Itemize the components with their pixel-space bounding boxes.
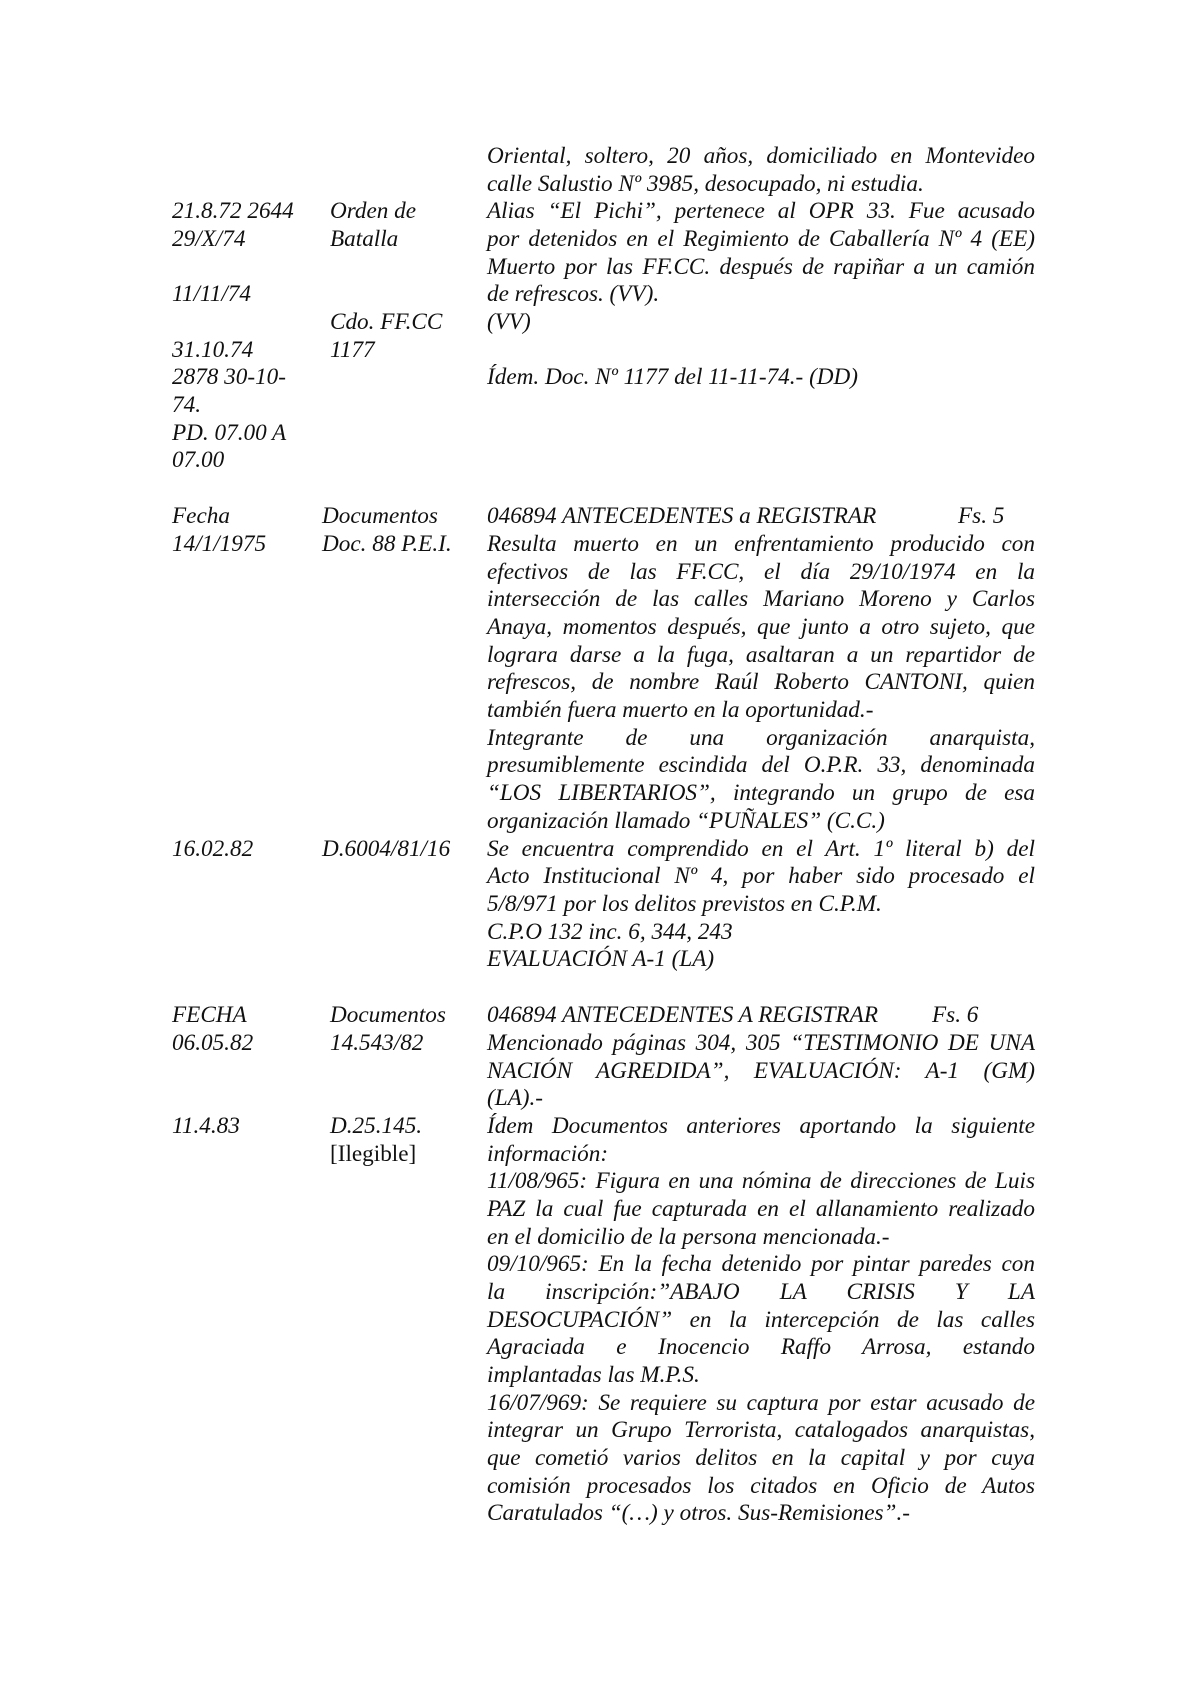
column-header-documents: Documentos bbox=[330, 1002, 446, 1028]
text-line: 5/8/971 por los delitos previstos en C.P.M. bbox=[487, 891, 882, 917]
column-header-date: FECHA bbox=[172, 1002, 247, 1028]
text-line: en el domicilio de la persona mencionada.- bbox=[487, 1224, 890, 1250]
text-line: EVALUACIÓN A-1 (LA) bbox=[487, 946, 715, 972]
date-entry: 06.05.82 bbox=[172, 1030, 254, 1056]
document-ref: Batalla bbox=[330, 226, 399, 252]
text-line: efectivos de las FF.CC, el día 29/10/1974 en la bbox=[487, 559, 1035, 585]
text-line: intersección de las calles Mariano Moreno y Carlos bbox=[487, 586, 1035, 612]
text-line: información: bbox=[487, 1141, 609, 1167]
text-line: Oriental, soltero, 20 años, domiciliado en Montevideo bbox=[487, 143, 1035, 169]
date-entry: 2878 30-10- bbox=[172, 364, 286, 390]
document-ref: D.25.145. bbox=[330, 1113, 423, 1139]
text-line: (LA).- bbox=[487, 1085, 544, 1111]
text-line: de refrescos. (VV). bbox=[487, 281, 660, 307]
text-line: refrescos, de nombre Raúl Roberto CANTONI, quien bbox=[487, 669, 1035, 695]
date-entry: PD. 07.00 A bbox=[172, 420, 287, 446]
text-line: PAZ la cual fue capturada en el allanamiento realizado bbox=[487, 1196, 1035, 1222]
document-ref: D.6004/81/16 bbox=[322, 836, 451, 862]
text-line: C.P.O 132 inc. 6, 344, 243 bbox=[487, 919, 733, 945]
text-line: “LOS LIBERTARIOS”, integrando un grupo de esa bbox=[487, 780, 1035, 806]
date-entry: 16.02.82 bbox=[172, 836, 254, 862]
document-ref: Cdo. FF.CC bbox=[330, 309, 443, 335]
section-heading: 046894 ANTECEDENTES A REGISTRAR bbox=[487, 1002, 878, 1028]
text-line: Mencionado páginas 304, 305 “TESTIMONIO DE UNA bbox=[487, 1030, 1035, 1056]
text-line: Se encuentra comprendido en el Art. 1º literal b) del bbox=[487, 836, 1035, 862]
date-entry: 29/X/74 bbox=[172, 226, 246, 252]
text-line: 09/10/965: En la fecha detenido por pintar paredes con bbox=[487, 1251, 1035, 1277]
text-line: Integrante de una organización anarquista, bbox=[487, 725, 1035, 751]
text-line: Anaya, momentos después, que junto a otro sujeto, que bbox=[487, 614, 1035, 640]
text-line: calle Salustio Nº 3985, desocupado, ni estudia. bbox=[487, 171, 924, 197]
illegible-note: [Ilegible] bbox=[330, 1141, 417, 1167]
date-entry: 07.00 bbox=[172, 447, 225, 473]
text-line: NACIÓN AGREDIDA”, EVALUACIÓN: A-1 (GM) bbox=[487, 1058, 1035, 1084]
document-ref: 1177 bbox=[330, 337, 375, 363]
text-line: Agraciada e Inocencio Raffo Arrosa, estando bbox=[487, 1334, 1035, 1360]
date-entry: 21.8.72 2644 bbox=[172, 198, 294, 224]
text-line: 16/07/969: Se requiere su captura por estar acusado de bbox=[487, 1390, 1035, 1416]
date-entry: 14/1/1975 bbox=[172, 531, 267, 557]
section-heading: 046894 ANTECEDENTES a REGISTRAR bbox=[487, 503, 877, 529]
text-line: presumiblemente escindida del O.P.R. 33, denominada bbox=[487, 752, 1035, 778]
date-entry: 74. bbox=[172, 392, 201, 418]
text-line: DESOCUPACIÓN” en la intercepción de las calles bbox=[487, 1307, 1035, 1333]
text-line: comisión procesados los citados en Oficio de Autos bbox=[487, 1473, 1035, 1499]
text-line: Caratulados “(…) y otros. Sus-Remisiones”.- bbox=[487, 1500, 910, 1526]
text-line: Ídem Documentos anteriores aportando la siguiente bbox=[487, 1113, 1035, 1139]
text-line: integrar un Grupo Terrorista, catalogados anarquistas, bbox=[487, 1417, 1035, 1443]
document-ref: Orden de bbox=[330, 198, 417, 224]
column-header-documents: Documentos bbox=[322, 503, 438, 529]
text-line: Resulta muerto en un enfrentamiento producido con bbox=[487, 531, 1035, 557]
text-line: por detenidos en el Regimiento de Caballería Nº 4 (EE) bbox=[487, 226, 1035, 252]
text-line: la inscripción:”ABAJO LA CRISIS Y LA bbox=[487, 1279, 1035, 1305]
text-line: también fuera muerto en la oportunidad.- bbox=[487, 697, 874, 723]
text-line: lograra darse a la fuga, asaltaran a un repartidor de bbox=[487, 642, 1035, 668]
folio-number: Fs. 6 bbox=[932, 1002, 979, 1028]
date-entry: 31.10.74 bbox=[172, 337, 254, 363]
folio-number: Fs. 5 bbox=[958, 503, 1005, 529]
text-line: implantadas las M.P.S. bbox=[487, 1362, 700, 1388]
text-line: 11/08/965: Figura en una nómina de direcciones de Luis bbox=[487, 1168, 1035, 1194]
date-entry: 11/11/74 bbox=[172, 281, 252, 307]
date-entry: 11.4.83 bbox=[172, 1113, 240, 1139]
text-line: Ídem. Doc. Nº 1177 del 11-11-74.- (DD) bbox=[487, 364, 859, 390]
column-header-date: Fecha bbox=[172, 503, 230, 529]
text-line: que cometió varios delitos en la capital y por cuya bbox=[487, 1445, 1035, 1471]
text-line: (VV) bbox=[487, 309, 531, 335]
text-line: Muerto por las FF.CC. después de rapiñar a un camión bbox=[487, 254, 1035, 280]
document-ref: 14.543/82 bbox=[330, 1030, 424, 1056]
text-line: Acto Institucional Nº 4, por haber sido procesado el bbox=[487, 863, 1035, 889]
text-line: Alias “El Pichi”, pertenece al OPR 33. Fue acusado bbox=[487, 198, 1035, 224]
document-ref: Doc. 88 P.E.I. bbox=[322, 531, 452, 557]
text-line: organización llamado “PUÑALES” (C.C.) bbox=[487, 808, 885, 834]
